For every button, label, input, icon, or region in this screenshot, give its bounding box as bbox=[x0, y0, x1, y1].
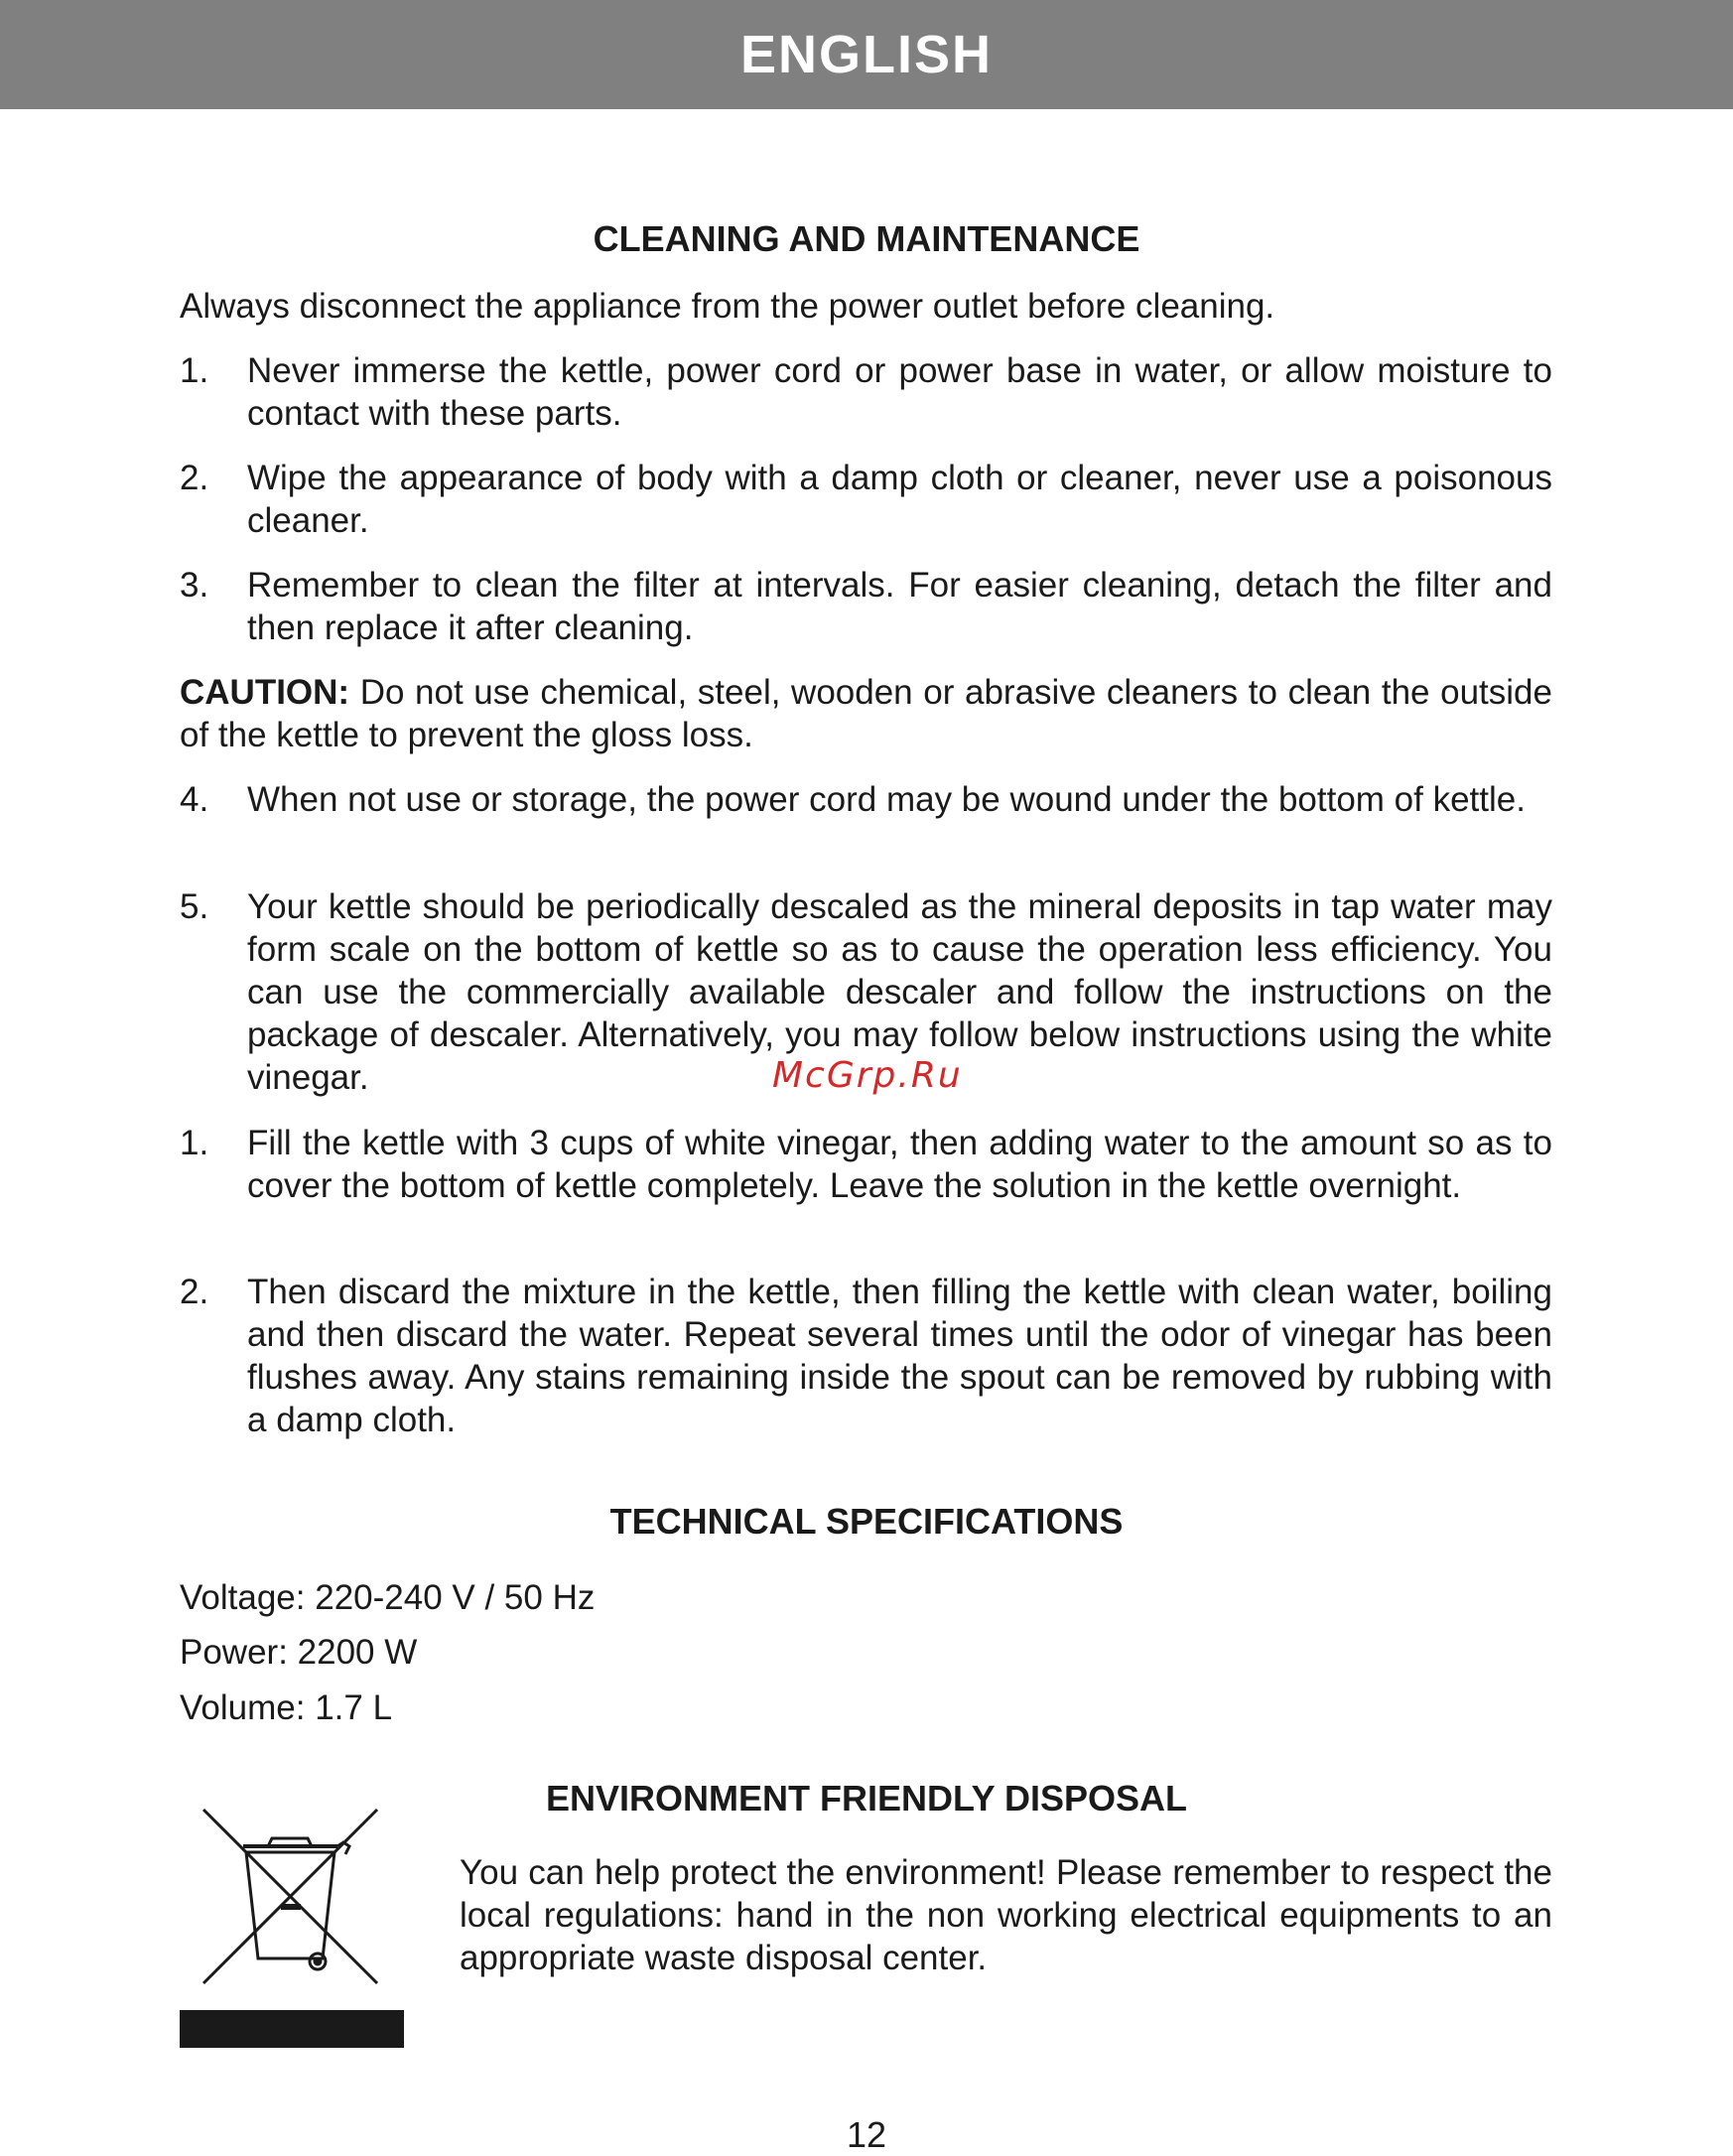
caution-paragraph bbox=[180, 671, 1552, 756]
list-item-text: Then discard the mixture in the kettle, then filling the kettle with clean water, boiling and then discard the water. Repeat several times until the odor of vinegar has been flushes away. Any stains remaining inside the spout can be removed by rubbing with a damp cloth. bbox=[247, 1273, 1552, 1439]
caution-label: CAUTION: bbox=[180, 673, 350, 712]
list-item-text: Wipe the appearance of body with a damp cloth or cleaner, never use a poisonous cleaner. bbox=[247, 459, 1552, 540]
list-item-number: 1. bbox=[180, 1124, 209, 1162]
list-item-number: 2. bbox=[180, 459, 209, 497]
bin-underline-bar bbox=[180, 2010, 404, 2048]
disposal-title: ENVIRONMENT FRIENDLY DISPOSAL bbox=[545, 1778, 1188, 1819]
crossed-out-wheelie-bin-icon bbox=[199, 1805, 382, 1988]
watermark: McGrp.Ru bbox=[772, 1055, 963, 1096]
list-item-text: Remember to clean the filter at intervals. For easier cleaning, detach the filter and then replace it after cleaning. bbox=[247, 566, 1552, 647]
disposal-text: You can help protect the environment! Please remember to respect the local regulations: hand in the non working electrical equipments to an appropriate waste disposal center. bbox=[460, 1853, 1552, 1977]
caution-text: Do not use chemical, steel, wooden or abrasive cleaners to clean the outside of the kettle to prevent the gloss loss. bbox=[180, 673, 1552, 754]
list-item-number: 5. bbox=[180, 887, 209, 926]
page-number: 12 bbox=[846, 2114, 887, 2155]
list-item-text: When not use or storage, the power cord may be wound under the bottom of kettle. bbox=[247, 780, 1526, 819]
cleaning-title: CLEANING AND MAINTENANCE bbox=[593, 218, 1140, 259]
list-item-text: Fill the kettle with 3 cups of white vinegar, then adding water to the amount so as to cover the bottom of kettle completely. Leave the solution in the kettle overnight. bbox=[247, 1124, 1552, 1205]
spec-voltage: Voltage: 220-240 V / 50 Hz bbox=[180, 1578, 596, 1617]
list-item-text: Your kettle should be periodically descaled as the mineral deposits in tap water may form scale on the bottom of kettle so as to cause the operation less efficiency. You can use the commercially available descaler and follow the instructions on the package of descaler. Alternatively, you may follow below instructions using the white vinegar. bbox=[247, 887, 1552, 1097]
language-label: ENGLISH bbox=[739, 25, 994, 84]
list-item-text: Never immerse the kettle, power cord or power base in water, or allow moisture to contact with these parts. bbox=[247, 351, 1552, 433]
spec-volume: Volume: 1.7 L bbox=[180, 1688, 393, 1727]
list-item-number: 1. bbox=[180, 351, 209, 390]
list-item-number: 3. bbox=[180, 566, 209, 605]
specs-title: TECHNICAL SPECIFICATIONS bbox=[609, 1501, 1124, 1542]
list-item-number: 4. bbox=[180, 780, 209, 819]
list-item-number: 2. bbox=[180, 1273, 209, 1311]
cleaning-intro: Always disconnect the appliance from the power outlet before cleaning. bbox=[180, 287, 1275, 326]
language-header bbox=[0, 0, 1733, 109]
spec-power: Power: 2200 W bbox=[180, 1633, 418, 1672]
